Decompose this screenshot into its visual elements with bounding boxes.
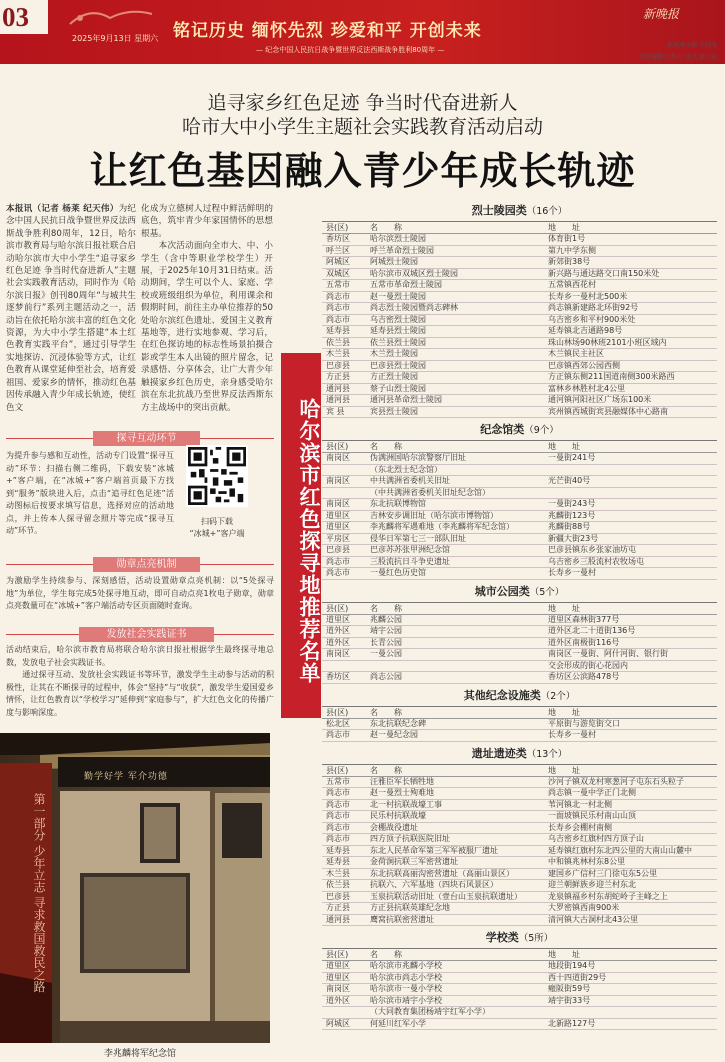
cell-addr: 大罗密镇西南900米 — [544, 903, 717, 915]
category-name: 烈士陵园类 — [471, 204, 527, 217]
table-row — [322, 857, 717, 869]
table-row — [322, 383, 717, 395]
cell-addr: 西十四道街29号 — [544, 972, 717, 984]
cell-addr: 五常镇西花村 — [544, 280, 717, 292]
cell-name: （东北烈士纪念馆） — [366, 464, 544, 476]
headline-kicker-1: 追寻家乡红色足迹 争当时代奋进新人 — [207, 92, 518, 114]
table-row — [322, 487, 717, 499]
cell-addr: 长寿乡一曼村 — [544, 568, 717, 580]
category-title — [322, 744, 717, 764]
cell-name: 呼兰革命烈士陵园 — [366, 245, 544, 257]
cell-addr: 长寿乡一曼村 — [544, 730, 717, 742]
issue-date: 2025年9月13日 星期六 — [72, 34, 159, 43]
category-count: （16个） — [526, 206, 568, 217]
table-row — [322, 845, 717, 857]
category-count: （2个） — [540, 690, 576, 702]
editor-line: 值班副主编 王晓海 — [667, 42, 717, 49]
column-header-addr: 地 址 — [544, 222, 717, 234]
column-header-name: 名 称 — [366, 222, 544, 234]
cell-name: 鹰窝抗联密营遗址 — [366, 914, 544, 926]
cell-county: 木兰县 — [322, 868, 366, 880]
table-row — [322, 868, 717, 880]
cell-name: 乌吉密烈士陵园 — [366, 314, 544, 326]
table-row — [322, 268, 717, 280]
cell-addr: 宾州镇西城街宾县融媒体中心路南 — [544, 406, 717, 418]
cell-addr: 新郊街38号 — [544, 257, 717, 269]
cell-name: 五常市革命烈士陵园 — [366, 280, 544, 292]
table-row — [322, 891, 717, 903]
table-row — [322, 614, 717, 626]
column-header-county: 县(区) — [322, 949, 366, 961]
section-heading-medal: 勋章点亮机制 — [93, 557, 200, 572]
cell-county: 道里区 — [322, 510, 366, 522]
photo-sign-text: 勤学好学 军介功德 — [84, 772, 168, 782]
table-row — [322, 637, 717, 649]
column-header-county: 县(区) — [322, 441, 366, 453]
table-row — [322, 788, 717, 800]
cell-county: 松北区 — [322, 718, 366, 730]
cell-name: 一曼红色历史馆 — [366, 568, 544, 580]
cell-county: 南岗区 — [322, 453, 366, 465]
article-byline: 本报讯（记者 杨莱 纪天伟） — [6, 204, 119, 214]
cell-name: 方正县抗联英雄纪念地 — [366, 903, 544, 915]
cell-county: 依兰县 — [322, 337, 366, 349]
table-row — [322, 626, 717, 638]
cell-name: 赵一曼烈士殉难地 — [366, 788, 544, 800]
category-title — [322, 201, 717, 221]
table-row — [322, 257, 717, 269]
cell-addr: 木兰镇民主社区 — [544, 349, 717, 361]
cell-name: 东北抗联高丽沟密营遗址（高丽山景区） — [366, 868, 544, 880]
cell-name: 东北抗联纪念碑 — [366, 718, 544, 730]
table-row — [322, 799, 717, 811]
table-row — [322, 545, 717, 557]
cell-name: 东北抗联博物馆 — [366, 499, 544, 511]
cell-name: 哈尔滨烈士陵园 — [366, 234, 544, 246]
cell-county: 延寿县 — [322, 326, 366, 338]
cell-county: 南岗区 — [322, 476, 366, 488]
recommended-list-banner: 哈尔滨市红色探寻地推荐名单 — [281, 353, 321, 718]
table-row — [322, 730, 717, 742]
cell-addr: 道里区森林街377号 — [544, 614, 717, 626]
cell-county: 道外区 — [322, 995, 366, 1007]
section-text-medal: 为激励学生持续参与、深刻感悟，活动设置勋章点亮机制：以“5处探寻地”为单位，学生每完成5处探寻地互动，即可自动点亮1枚电子勋章，勋章点亮数量可在“冰城+”客户端活动专区页面随时查询。 — [6, 576, 274, 610]
cell-addr: 通河镇河阳社区广场东100米 — [544, 395, 717, 407]
cell-county: 通河县 — [322, 395, 366, 407]
category-table — [322, 764, 717, 927]
cell-name: 玉泉抗联活动旧址（壹台山玉泉抗联遗址） — [366, 891, 544, 903]
table-row — [322, 880, 717, 892]
column-header-addr: 地 址 — [544, 441, 717, 453]
cell-county: 尚志市 — [322, 811, 366, 823]
table-row — [322, 234, 717, 246]
qr-caption-line-1: 扫码下载 — [201, 517, 233, 526]
cell-addr: 方正镇东侧211国道南侧300米路西 — [544, 372, 717, 384]
cell-name: 尚志烈士陵园暨尚志碑林 — [366, 303, 544, 315]
column-header-county: 县(区) — [322, 602, 366, 614]
table-row — [322, 1007, 717, 1019]
dove-decoration-icon — [60, 4, 160, 30]
table-row — [322, 660, 717, 672]
cell-county: 尚志市 — [322, 788, 366, 800]
cell-county: 巴彦县 — [322, 360, 366, 372]
memorial-hall-photo — [0, 733, 270, 1043]
cell-addr: 巴彦县镇东乡张家油坊屯 — [544, 545, 717, 557]
cell-addr: 苇河镇北一村北侧 — [544, 799, 717, 811]
cell-name: 巴彦苏苏张甲洲纪念馆 — [366, 545, 544, 557]
table-row — [322, 406, 717, 418]
table-header-row — [322, 602, 717, 614]
table-header-row — [322, 764, 717, 776]
cell-addr — [544, 1007, 717, 1019]
cell-addr: 尚志镇新建路北环街92号 — [544, 303, 717, 315]
commemoration-subtitle: — 纪念中国人民抗日战争暨世界反法西斯战争胜利80周年 — — [256, 46, 445, 54]
category-name: 纪念馆类 — [480, 423, 525, 436]
cell-addr: 道外区南极街116号 — [544, 637, 717, 649]
category-name: 遗址遗迹类 — [471, 746, 527, 760]
section-text-interactive: 为提升参与感和互动性，活动专门设置“探寻互动”环节：扫描右侧二维码，下载安装“冰城+”客户端，在“冰城+”客户端首页最下方找到“服务”版块进入后，点击“追寻红色足迹”活动图标后按要求填写信息，选择对应的活动地点，并上传本人探寻留念照片等完成“探寻互动”环节。 — [6, 451, 174, 535]
table-row — [322, 972, 717, 984]
cell-addr: 地段街194号 — [544, 961, 717, 973]
cell-name: 一曼公园 — [366, 649, 544, 661]
table-row — [322, 533, 717, 545]
qr-caption — [176, 516, 258, 540]
cell-addr: 建国乡广信村三门徐屯东5公里 — [544, 868, 717, 880]
cell-county: 道里区 — [322, 614, 366, 626]
table-row — [322, 995, 717, 1007]
qr-caption-line-2: “冰城+”客户端 — [189, 529, 245, 538]
cell-county: 尚志市 — [322, 822, 366, 834]
category-title — [322, 582, 717, 602]
article-column-2: 化成为立德树人过程中鲜活鲜明的底色，筑牢青少年家国情怀的思想根基。 本次活动面向全市大、中、小学生（含中等职业学校学生）开展，于2025年10月31日结束。活动期间，学生可以个人、家庭、学校或班级组织为单位，利用课余和假期时间，前往主办单位推荐的50处哈尔滨红色遗址、爱国主义教育基地等，进行实地参观、学习后，在红色探访地的标志性场景拍摄合影或学生本人出镜的照片留念，记录感悟、分享体会，让广大青少年触摸家乡红色历史，亲身感受哈尔滨在东北抗战乃至世界反法西斯东方主战场中的突出贡献。 — [141, 204, 273, 413]
cell-name: 侵华日军第七三一部队旧址 — [366, 533, 544, 545]
cell-addr: 交会形成的街心花园内 — [544, 660, 717, 672]
cell-name: 汪雅臣军长牺牲地 — [366, 776, 544, 788]
column-header-county: 县(区) — [322, 222, 366, 234]
table-row — [322, 453, 717, 465]
cell-addr: 清河镇大古洞村北43公里 — [544, 914, 717, 926]
table-row — [322, 556, 717, 568]
page-number: 03 — [0, 0, 48, 34]
main-headline: 让红色基因融入青少年成长轨迹 — [89, 149, 636, 193]
column-header-name: 名 称 — [366, 441, 544, 453]
cell-name: 哈尔滨市一曼小学校 — [366, 984, 544, 996]
cell-name: （大同教育集团杨靖宇红军小学） — [366, 1007, 544, 1019]
cell-county: 宾 县 — [322, 406, 366, 418]
cell-name: 李兆麟将军遇难地（李兆麟将军纪念馆） — [366, 522, 544, 534]
cell-county: 南岗区 — [322, 649, 366, 661]
table-row — [322, 303, 717, 315]
cell-name: 赵一曼纪念园 — [366, 730, 544, 742]
cell-addr: 延寿镇红旗村东北四公里的大南山山麓中 — [544, 845, 717, 857]
cell-county: 巴彦县 — [322, 545, 366, 557]
cell-name: 民乐村抗联战壕 — [366, 811, 544, 823]
category-table — [322, 602, 717, 684]
cell-county: 道里区 — [322, 972, 366, 984]
cell-addr: 光芒街40号 — [544, 476, 717, 488]
table-row — [322, 280, 717, 292]
cell-name: 金荷涧抗联三军密营遗址 — [366, 857, 544, 869]
cell-county: 道外区 — [322, 637, 366, 649]
cell-county: 尚志市 — [322, 314, 366, 326]
cell-county: 尚志市 — [322, 799, 366, 811]
cell-county: 尚志市 — [322, 556, 366, 568]
table-header-row — [322, 441, 717, 453]
category-count: （13个） — [526, 748, 568, 760]
cell-addr — [544, 464, 717, 476]
table-row — [322, 291, 717, 303]
table-row — [322, 314, 717, 326]
headline-kicker-2: 哈市大中小学生主题社会实践教育活动启动 — [181, 116, 543, 138]
cell-addr: 靖宇街33号 — [544, 995, 717, 1007]
cell-county: 尚志市 — [322, 730, 366, 742]
editor-credits — [607, 40, 717, 64]
cell-addr: 兆麟街123号 — [544, 510, 717, 522]
cell-name: 伪满洲国哈尔滨警察厅旧址 — [366, 453, 544, 465]
table-row — [322, 822, 717, 834]
cell-name: 木兰烈士陵园 — [366, 349, 544, 361]
cell-county: 南岗区 — [322, 499, 366, 511]
cell-name: 方正烈士陵园 — [366, 372, 544, 384]
cell-name: 尚志公园 — [366, 672, 544, 684]
cell-county: 阿城区 — [322, 257, 366, 269]
table-row — [322, 568, 717, 580]
cell-name: 依兰县烈士陵园 — [366, 337, 544, 349]
cell-name: 哈尔滨市兆麟小学校 — [366, 961, 544, 973]
commemoration-slogan: 铭记历史 缅怀先烈 珍爱和平 开创未来 — [173, 21, 482, 41]
category-count: （5所） — [518, 933, 554, 944]
cell-name: 宾县烈士陵园 — [366, 406, 544, 418]
table-header-row — [322, 706, 717, 718]
cell-addr: 北新路127号 — [544, 1018, 717, 1030]
column-header-addr: 地 址 — [544, 764, 717, 776]
newspaper-logo: 新晚报 — [642, 7, 679, 21]
cell-county — [322, 1007, 366, 1019]
table-row — [322, 672, 717, 684]
category-title — [322, 686, 717, 706]
cell-county: 平房区 — [322, 533, 366, 545]
photo-vertical-text: 第一部分 少年立志 寻求救国救民之路 — [32, 793, 46, 993]
category-table — [322, 706, 717, 742]
section-heading-interactive: 探寻互动环节 — [93, 431, 200, 446]
cell-county: 延寿县 — [322, 845, 366, 857]
cell-county: 木兰县 — [322, 349, 366, 361]
cell-name — [366, 660, 544, 672]
cell-county: 通河县 — [322, 914, 366, 926]
column-header-name: 名 称 — [366, 602, 544, 614]
cell-name: 哈尔滨市双城区烈士陵园 — [366, 268, 544, 280]
column-header-county: 县(区) — [322, 706, 366, 718]
table-header-row — [322, 222, 717, 234]
cell-addr: 中和镇兆林村东8公里 — [544, 857, 717, 869]
cell-county: 呼兰区 — [322, 245, 366, 257]
cell-addr: 乌吉密乡三股流村农牧场屯 — [544, 556, 717, 568]
cell-name: 蔡子山烈士陵园 — [366, 383, 544, 395]
cell-addr: 一曼街241号 — [544, 453, 717, 465]
cell-county: 香坊区 — [322, 672, 366, 684]
column-header-county: 县(区) — [322, 764, 366, 776]
recommendation-table — [322, 201, 717, 1030]
cell-name: 抗联六、六军基地（四块石风景区） — [366, 880, 544, 892]
cell-county: 道里区 — [322, 961, 366, 973]
cell-name: 吉林安步调旧址（哈尔滨市博物馆） — [366, 510, 544, 522]
cell-county — [322, 487, 366, 499]
table-row — [322, 510, 717, 522]
cell-county: 尚志市 — [322, 291, 366, 303]
cell-name: 靖宇公园 — [366, 626, 544, 638]
table-row — [322, 718, 717, 730]
table-row — [322, 476, 717, 488]
category-name: 学校类 — [485, 931, 519, 944]
column-header-addr: 地 址 — [544, 602, 717, 614]
cell-name: 赵一曼烈士陵园 — [366, 291, 544, 303]
table-row — [322, 395, 717, 407]
table-row — [322, 914, 717, 926]
cell-county: 方正县 — [322, 372, 366, 384]
category-title — [322, 420, 717, 440]
article-column-1 — [6, 203, 136, 418]
cell-addr: 第九中学东侧 — [544, 245, 717, 257]
cell-county: 南岗区 — [322, 984, 366, 996]
cell-county: 尚志市 — [322, 834, 366, 846]
cell-name: 通河县革命烈士陵园 — [366, 395, 544, 407]
cell-name: 何延川红军小学 — [366, 1018, 544, 1030]
category-table — [322, 221, 717, 418]
category-name: 其他纪念设施类 — [463, 688, 541, 702]
cell-name: 中共满洲省委机关旧址 — [366, 476, 544, 488]
cell-county: 尚志市 — [322, 568, 366, 580]
table-row — [322, 337, 717, 349]
cell-name: 哈尔滨市靖宇小学校 — [366, 995, 544, 1007]
table-row — [322, 834, 717, 846]
cell-county: 依兰县 — [322, 880, 366, 892]
cell-county: 双城区 — [322, 268, 366, 280]
cell-addr: 瘢阪街59号 — [544, 984, 717, 996]
cell-county: 尚志市 — [322, 303, 366, 315]
cell-addr: 延寿镇北吉通路98号 — [544, 326, 717, 338]
table-row — [322, 326, 717, 338]
cell-name: 会棚战役遗址 — [366, 822, 544, 834]
category-title — [322, 928, 717, 948]
section-heading-certificate: 发放社会实践证书 — [79, 627, 214, 642]
table-row — [322, 360, 717, 372]
cell-name: 长青公园 — [366, 637, 544, 649]
cell-addr — [544, 487, 717, 499]
table-row — [322, 811, 717, 823]
cell-addr: 乌吉密乡红旗村四方顶子山 — [544, 834, 717, 846]
cell-addr: 尚志镇一曼中学正门北侧 — [544, 788, 717, 800]
cell-county: 五常市 — [322, 280, 366, 292]
cell-name: 哈尔滨市尚志小学校 — [366, 972, 544, 984]
duty-editor-line: 责任编辑 吕静力 版式 郝立武 — [639, 54, 717, 61]
cell-addr: 迎兰朝鲜族乡迎兰村东北 — [544, 880, 717, 892]
cell-name: 阿城烈士陵园 — [366, 257, 544, 269]
cell-name: 四方顶子抗联医院旧址 — [366, 834, 544, 846]
table-row — [322, 649, 717, 661]
table-row — [322, 1018, 717, 1030]
photo-caption: 李兆麟将军纪念馆 — [103, 1049, 176, 1059]
cell-addr: 新疆大街23号 — [544, 533, 717, 545]
table-row — [322, 984, 717, 996]
cell-addr: 平原街与游览街交口 — [544, 718, 717, 730]
column-header-addr: 地 址 — [544, 706, 717, 718]
category-count: （5个） — [529, 586, 565, 598]
cell-county: 方正县 — [322, 903, 366, 915]
table-row — [322, 522, 717, 534]
cell-county: 阿城区 — [322, 1018, 366, 1030]
category-table — [322, 948, 717, 1030]
cell-name: 东北人民革命军第三军军被服厂遗址 — [366, 845, 544, 857]
cell-addr: 一面坡镇民乐村南山山顶 — [544, 811, 717, 823]
cell-county — [322, 660, 366, 672]
cell-addr: 珠山林场90林班2101小班区域内 — [544, 337, 717, 349]
cell-addr: 长寿乡一曼村北500米 — [544, 291, 717, 303]
column-header-name: 名 称 — [366, 706, 544, 718]
cell-county: 通河县 — [322, 383, 366, 395]
table-row — [322, 372, 717, 384]
category-name: 城市公园类 — [474, 584, 530, 598]
cell-name: 巴彦县烈士陵园 — [366, 360, 544, 372]
column-header-addr: 地 址 — [544, 949, 717, 961]
section-text-certificate: 活动结束后，哈尔滨市教育局将联合哈尔滨日报社根据学生最终探寻地总数，发放电子社会实践证书。 通过探寻互动、发放社会实践证书等环节，激发学生主动参与活动的积极性，让其在不断探寻的过程中，体会“坚持”与“收获”，激发学生爱国爱乡情怀，让红色教育以“学校学习”延伸到“家庭参与”，扩大红色文化的传播广度与影响深度。 — [6, 645, 274, 717]
cell-addr: 龙泉镇福乡村东胡蛇岭子主峰之上 — [544, 891, 717, 903]
table-row — [322, 349, 717, 361]
cell-addr: 体育街1号 — [544, 234, 717, 246]
cell-county: 道里区 — [322, 522, 366, 534]
cell-name: 兆麟公园 — [366, 614, 544, 626]
cell-addr: 道外区北二十道街136号 — [544, 626, 717, 638]
cell-name: （中共满洲省委机关旧址纪念馆） — [366, 487, 544, 499]
cell-county: 道外区 — [322, 626, 366, 638]
table-row — [322, 464, 717, 476]
cell-addr: 乌吉密乡和平村900米处 — [544, 314, 717, 326]
category-table — [322, 440, 717, 580]
table-row — [322, 245, 717, 257]
cell-addr: 沙河子镇双龙村寒葱河子屯东石头粒子 — [544, 776, 717, 788]
table-row — [322, 961, 717, 973]
cell-county: 巴彦县 — [322, 891, 366, 903]
cell-county: 延寿县 — [322, 857, 366, 869]
cell-addr: 巴彦镇西郊公园西侧 — [544, 360, 717, 372]
table-row — [322, 499, 717, 511]
cell-addr: 香坊区公滨路478号 — [544, 672, 717, 684]
cell-name: 北一村抗联战壕工事 — [366, 799, 544, 811]
cell-addr: 一曼街243号 — [544, 499, 717, 511]
cell-addr: 南岗区一曼街、阿什河街、银行街 — [544, 649, 717, 661]
cell-county: 香坊区 — [322, 234, 366, 246]
cell-name: 三股流抗日斗争史遗址 — [366, 556, 544, 568]
table-row — [322, 903, 717, 915]
cell-addr: 新兴路与通达路交口南150米处 — [544, 268, 717, 280]
cell-addr: 长寿乡会棚村南侧 — [544, 822, 717, 834]
article-text-1: 为纪念中国人民抗日战争暨世界反法西斯战争胜利80周年，12日，哈尔滨市教育局与哈尔滨日报社联合启动哈尔滨市大中小学生“追寻家乡红色足迹 争当时代奋进新人”主题社会实践教育活动，同时作为《哈尔滨日报》创刊80周年“与城共生 逐梦前行”系列主题活动之一，活动旨在依托哈尔滨丰富的红色文化资源，为大中小学生搭建“本土红色教育实践平台”，通过引导学生实地探访、沉浸体验等方式，让红色教育从课堂延伸至社会，培育爱祖国、爱家乡的情怀，推动红色基因传承融入青少年成长轨迹，使红色文 — [6, 204, 136, 413]
cell-county — [322, 464, 366, 476]
table-row — [322, 776, 717, 788]
column-header-name: 名 称 — [366, 949, 544, 961]
cell-county: 五常市 — [322, 776, 366, 788]
column-header-name: 名 称 — [366, 764, 544, 776]
cell-addr: 兆麟街88号 — [544, 522, 717, 534]
cell-addr: 富林乡林胜村北4公里 — [544, 383, 717, 395]
category-count: （9个） — [524, 425, 559, 436]
cell-name: 延寿县烈士陵园 — [366, 326, 544, 338]
table-header-row — [322, 949, 717, 961]
qr-code-icon[interactable] — [186, 445, 248, 507]
